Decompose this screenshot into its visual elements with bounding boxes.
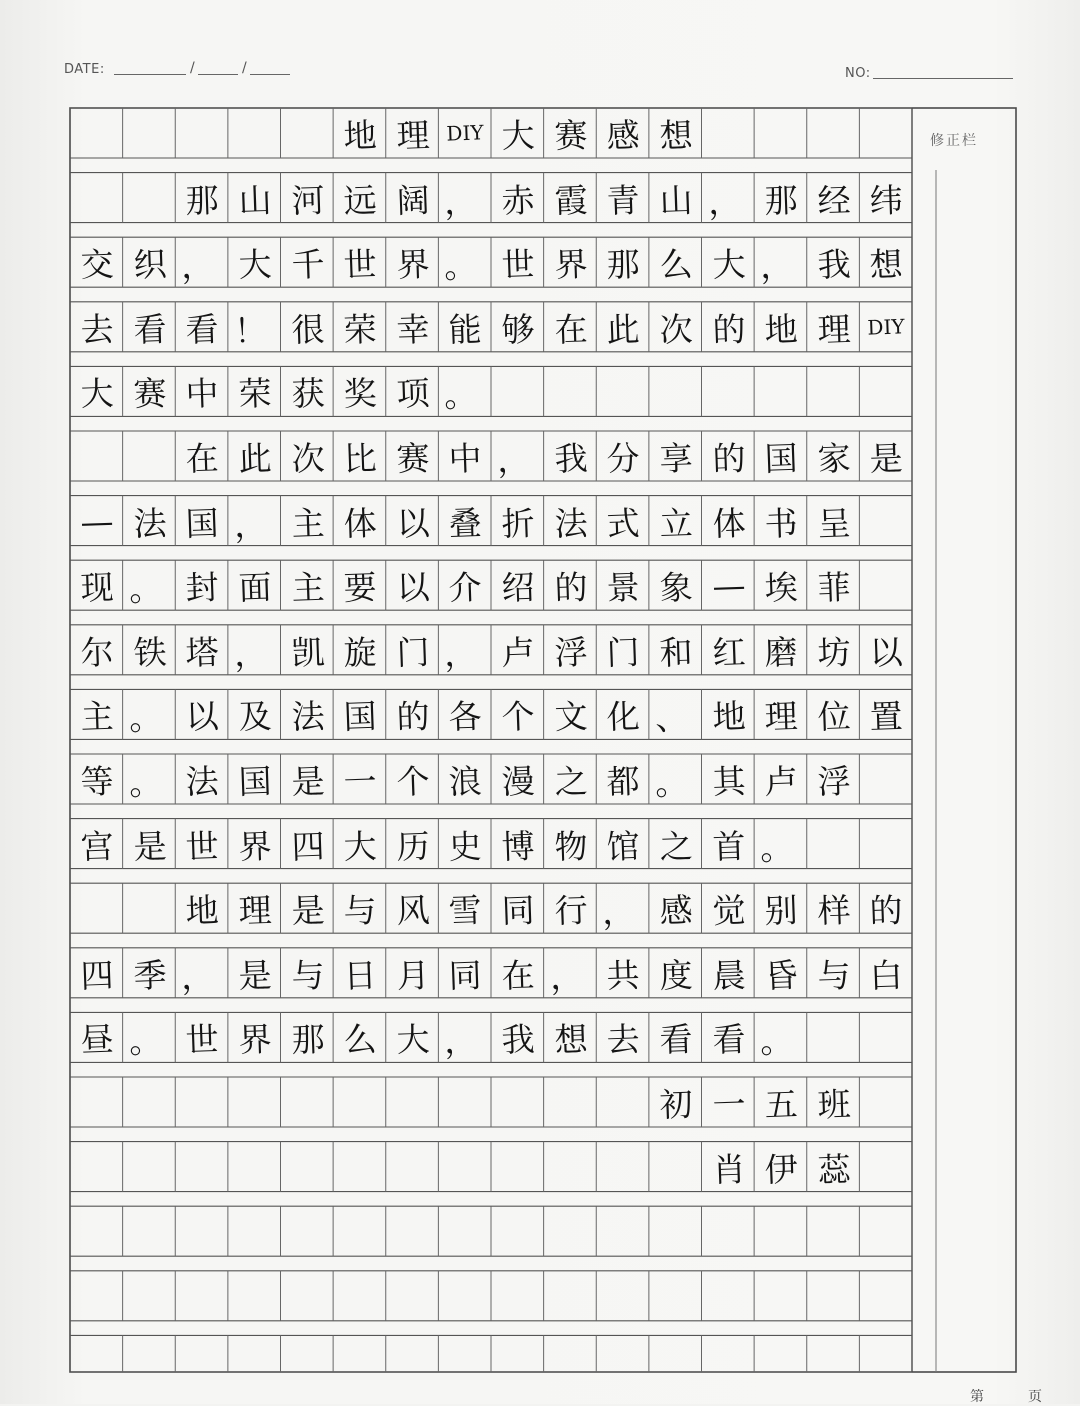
essay-character: 界 [237,1019,273,1060]
essay-character: 介 [448,567,483,608]
essay-character: 文 [553,696,588,737]
essay-character: 浮 [816,760,851,802]
footer-page-suffix: 页 [1028,1389,1042,1405]
essay-character: 理 [237,890,273,931]
essay-character: 以 [869,631,904,672]
essay-character: 我 [500,1019,536,1060]
essay-character: 季 [132,954,167,995]
essay-character: 青 [606,179,641,220]
essay-character: 国 [764,437,799,479]
essay-character: 能 [448,308,483,349]
essay-character: 那 [606,244,641,285]
essay-character: ， [549,956,584,997]
essay-character: 织 [132,244,167,285]
essay-character: 都 [606,760,641,802]
page-frame [70,108,1016,1372]
essay-character: ， [496,439,531,480]
essay-character: 月 [395,954,430,995]
essay-character: 幸 [395,308,430,349]
essay-character: 去 [79,308,115,349]
essay-character: 法 [290,696,325,737]
essay-character: 一 [711,1083,746,1125]
essay-character: 赛 [132,373,167,414]
essay-character: 卢 [764,760,799,802]
correction-column-label: 修正栏 [930,133,978,149]
essay-character: 班 [816,1083,851,1125]
essay-character: 之 [553,760,588,802]
essay-character: 雪 [448,890,483,931]
essay-character: 赛 [395,437,430,479]
essay-character: 各 [448,696,483,737]
essay-character: 纬 [869,179,904,220]
essay-character: 与 [290,954,325,995]
essay-character: 想 [869,244,904,285]
essay-character: — [79,500,115,541]
essay-character: 尔 [79,631,115,672]
essay-character: ， [233,633,268,674]
essay-character: 封 [185,567,220,608]
essay-character: 法 [185,760,220,802]
essay-character: 伊 [764,1148,799,1189]
essay-character: 是 [290,760,325,802]
essay-character: 大 [79,373,115,414]
essay-character: 浪 [448,760,483,802]
essay-character: DIY [867,314,906,340]
essay-character: 塔 [185,631,220,672]
essay-character: 交 [79,244,115,285]
essay-character: 获 [290,373,325,414]
essay-character: ！ [233,310,268,351]
essay-character: — [711,565,746,606]
essay-character: 大 [500,114,536,156]
essay-character: 白 [869,954,904,995]
essay-character: 理 [816,308,851,349]
essay-character: 是 [237,954,273,995]
essay-character: ， [443,1021,479,1062]
essay-character: 立 [658,502,694,543]
essay-character: 么 [343,1019,378,1060]
essay-character: 叠 [448,502,483,543]
essay-character: 行 [553,890,588,931]
essay-character: 和 [658,631,694,672]
essay-character: 那 [290,1019,325,1060]
essay-character: 那 [185,179,220,220]
essay-character: 中 [185,373,220,414]
essay-character: 坊 [816,631,851,672]
essay-character: 昏 [764,954,799,995]
essay-character: 。 [128,762,163,803]
essay-character: 面 [237,567,273,608]
essay-character: 是 [132,825,167,866]
essay-character: 荣 [343,308,378,349]
essay-character: 绍 [500,567,536,608]
date-separator: / [242,60,247,76]
essay-character: 化 [606,696,641,737]
essay-character: 埃 [764,567,799,608]
essay-character: 日 [343,954,378,995]
essay-character: 界 [553,244,588,285]
essay-character: 主 [290,567,325,608]
essay-character: 与 [343,890,378,931]
essay-character: 国 [343,696,378,737]
essay-character: 看 [711,1019,746,1060]
essay-character: 。 [128,568,163,610]
essay-character: 凯 [290,631,325,672]
essay-character: 置 [869,696,904,737]
essay-character: 。 [759,1021,794,1062]
essay-character: 景 [606,567,641,608]
essay-character: 地 [185,890,220,931]
essay-character: 理 [764,696,799,737]
essay-character: 想 [658,114,694,156]
essay-character: 等 [79,760,115,802]
essay-character: 大 [237,244,273,285]
essay-character: 象 [658,567,694,608]
essay-character: 、 [654,698,689,739]
date-label: DATE: [64,62,105,77]
essay-character: 看 [132,308,167,349]
essay-character: 赤 [500,179,536,220]
essay-character: 浮 [553,631,588,672]
essay-character: 体 [343,502,378,543]
essay-character: 卢 [500,631,536,672]
essay-character: 以 [185,696,220,737]
essay-character: 史 [448,825,483,866]
essay-character: 主 [79,696,115,737]
essay-character: 体 [711,502,746,543]
essay-character: 以 [395,502,430,543]
essay-character: ， [180,956,216,997]
essay-character: 一 [343,760,378,802]
essay-character: 世 [343,244,378,285]
essay-character: 的 [395,696,430,737]
essay-character: ， [443,633,479,674]
essay-character: 样 [816,890,851,931]
essay-character: ， [601,891,637,933]
essay-character: 是 [290,890,325,931]
essay-character: 我 [553,437,588,479]
essay-character: 家 [816,437,851,479]
essay-character: 大 [395,1019,430,1060]
essay-character: 的 [711,308,746,349]
essay-character: 初 [658,1083,694,1125]
essay-character: DIY [446,120,485,146]
footer-page-prefix: 第 [970,1389,984,1405]
essay-character: 法 [132,502,167,543]
essay-character: 地 [343,114,378,156]
essay-character: 红 [711,631,746,672]
essay-character: 看 [185,308,220,349]
essay-character: 宫 [79,825,115,866]
essay-character: 四 [79,954,115,995]
essay-character: 位 [816,696,851,737]
essay-character: 现 [79,567,115,608]
essay-character: 想 [553,1019,588,1060]
essay-character: 昼 [79,1019,115,1060]
essay-character: 霞 [553,179,588,220]
date-separator: / [190,60,195,76]
essay-character: 首 [711,825,746,866]
essay-character: 在 [553,308,588,349]
essay-character: 千 [290,244,325,285]
essay-character: 在 [185,437,220,479]
essay-character: 此 [237,437,273,479]
essay-character: 。 [128,698,163,739]
essay-character: 度 [658,954,694,995]
essay-character: 觉 [711,890,746,931]
essay-character: 与 [816,954,851,995]
essay-character: 物 [553,825,588,866]
essay-character: 去 [606,1019,641,1060]
essay-character: 折 [500,502,536,543]
essay-character: 肖 [711,1148,746,1189]
essay-character: 馆 [606,825,641,866]
essay-character: 门 [606,631,641,672]
essay-character: ， [233,504,268,545]
essay-character: 及 [237,696,273,737]
essay-character: ， [443,181,479,222]
essay-character: 四 [290,825,325,866]
essay-character: 是 [869,437,904,479]
essay-character: 蕊 [816,1148,851,1189]
essay-character: ， [706,181,742,222]
essay-character: 界 [237,825,273,866]
essay-character: 式 [606,502,641,543]
essay-character: 那 [764,179,799,220]
essay-character: 我 [816,244,851,285]
essay-character: 风 [395,890,430,931]
essay-character: 菲 [816,567,851,608]
essay-character: 法 [553,502,588,543]
essay-character: 赛 [553,114,588,156]
essay-character: 晨 [711,954,746,995]
essay-character: 门 [395,631,430,672]
essay-character: 旋 [343,631,378,672]
essay-character: 经 [816,179,851,220]
essay-character: 次 [290,437,325,479]
essay-character: 国 [185,502,220,543]
essay-character: 磨 [764,631,799,672]
essay-character: 地 [764,308,799,349]
essay-character: 的 [711,437,746,479]
essay-character: 大 [343,825,378,866]
essay-character: 够 [500,308,536,349]
essay-character: 奖 [343,373,378,414]
essay-character: 以 [395,567,430,608]
essay-character: ， [180,245,216,287]
essay-character: 世 [185,1019,220,1060]
essay-character: 理 [395,114,430,156]
essay-character: 次 [658,308,694,349]
essay-character: 共 [606,954,641,995]
essay-character: 么 [658,244,694,285]
essay-character: 同 [448,954,483,995]
essay-character: 个 [395,760,430,802]
essay-character: 项 [395,373,430,414]
essay-character: 。 [654,762,689,803]
essay-character: 山 [237,179,273,220]
essay-character: 看 [658,1019,694,1060]
essay-character: 分 [606,437,641,479]
essay-character: 享 [658,437,694,479]
essay-character: 感 [606,114,641,156]
essay-character: 漫 [500,760,536,802]
essay-character: 之 [658,825,694,866]
essay-character: 大 [711,244,746,285]
essay-character: 远 [343,179,378,220]
essay-character: 比 [343,437,378,479]
essay-character: 感 [658,890,694,931]
essay-character: 别 [764,890,799,931]
essay-character: 。 [759,827,794,868]
essay-character: 个 [500,696,536,737]
essay-character: 五 [764,1083,799,1125]
essay-character: 世 [185,825,220,866]
essay-character: 的 [869,890,904,931]
essay-character: 在 [500,954,536,995]
essay-character: 很 [290,308,325,349]
essay-character: 地 [711,696,746,737]
essay-character: 博 [500,825,536,866]
essay-character: 山 [658,179,694,220]
essay-character: 界 [395,244,430,285]
essay-character: 中 [448,437,483,479]
essay-character: 荣 [237,373,273,414]
essay-character: 此 [606,308,641,349]
essay-character: 铁 [132,631,167,672]
essay-character: 同 [500,890,536,931]
essay-character: 。 [128,1021,163,1062]
essay-character: 主 [290,502,325,543]
essay-character: ， [759,245,794,287]
essay-character: 历 [395,825,430,866]
essay-character: 要 [343,567,378,608]
essay-character: 呈 [816,502,851,543]
essay-character: 世 [500,244,536,285]
essay-character: 阔 [395,179,430,220]
page-number-label: NO: [845,66,871,81]
essay-character: 其 [711,760,746,802]
essay-character: 书 [764,502,799,543]
essay-character: 。 [443,375,479,416]
essay-character: 的 [553,567,588,608]
essay-character: 河 [290,179,325,220]
essay-character: 国 [237,760,273,802]
essay-character: 。 [443,245,479,287]
